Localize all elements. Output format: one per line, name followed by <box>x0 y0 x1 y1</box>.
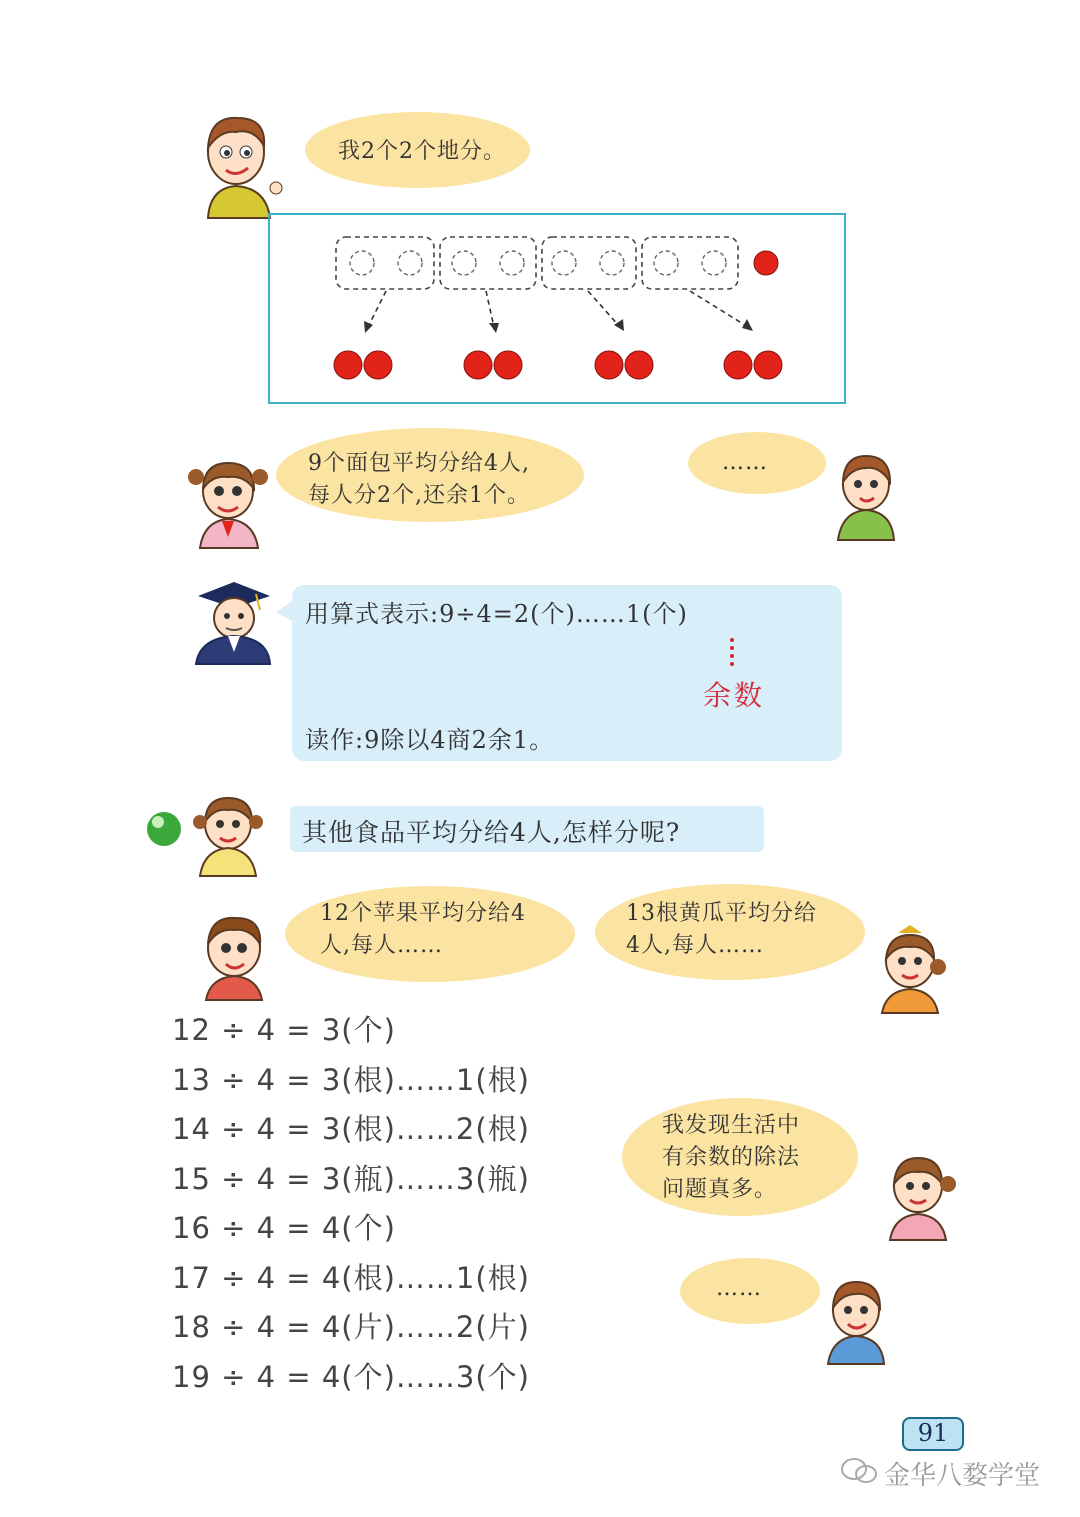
division-diagram <box>268 213 846 404</box>
remainder-pointer-dots <box>730 638 736 666</box>
bubble-text-boy-4: …… <box>716 1276 762 1301</box>
girl-character-icon <box>880 1150 960 1242</box>
page-number: 91 <box>917 1419 949 1447</box>
equation-row: 12 ÷ 4 = 3(个) <box>172 1013 396 1047</box>
bubble-text-girl-4: 我发现生活中 有余数的除法 问题真多。 <box>662 1113 801 1202</box>
boy-character-icon <box>832 450 902 542</box>
boy-character-icon <box>196 110 296 220</box>
girl-character-icon <box>188 455 278 550</box>
green-bullet-icon <box>145 810 183 848</box>
equation-row: 15 ÷ 4 = 3(瓶)……3(瓶) <box>172 1162 530 1196</box>
boy-character-icon <box>822 1276 892 1366</box>
equation-row: 17 ÷ 4 = 4(根)……1(根) <box>172 1261 530 1295</box>
wechat-logo-icon <box>840 1456 880 1486</box>
bubble-text-girl-1-line2: 每人分2个,还余1个。 <box>308 483 530 508</box>
boy-character-icon <box>196 910 276 1002</box>
girl-character-icon <box>872 925 952 1015</box>
watermark-text: 金华八婺学堂 <box>884 1461 1041 1491</box>
reading-sentence: 读作:9除以4商2余1。 <box>305 726 555 754</box>
teacher-character-icon <box>194 574 274 666</box>
equation-row: 16 ÷ 4 = 4(个) <box>172 1211 396 1245</box>
equation-row: 19 ÷ 4 = 4(个)……3(个) <box>172 1360 530 1394</box>
bubble-text-girl-3: 13根黄瓜平均分给 4人,每人…… <box>626 901 817 958</box>
bubble-text-girl-1-line1: 9个面包平均分给4人, <box>308 451 530 476</box>
bubble-text-boy-1: 我2个2个地分。 <box>338 139 506 164</box>
equation-row: 18 ÷ 4 = 4(片)……2(片) <box>172 1310 530 1344</box>
bubble-text-boy-2: …… <box>722 450 768 475</box>
equation-row: 14 ÷ 4 = 3(根)……2(根) <box>172 1112 530 1146</box>
equation-row: 13 ÷ 4 = 3(根)……1(根) <box>172 1063 530 1097</box>
section-question: 其他食品平均分给4人,怎样分呢? <box>302 818 681 847</box>
girl-character-icon <box>190 790 270 878</box>
remainder-label: 余数 <box>703 679 766 712</box>
division-expression: 用算式表示:9÷4=2(个)……1(个) <box>305 600 688 628</box>
bubble-text-boy-3: 12个苹果平均分给4 人,每人…… <box>320 901 526 958</box>
bubble-pointer <box>276 600 296 624</box>
